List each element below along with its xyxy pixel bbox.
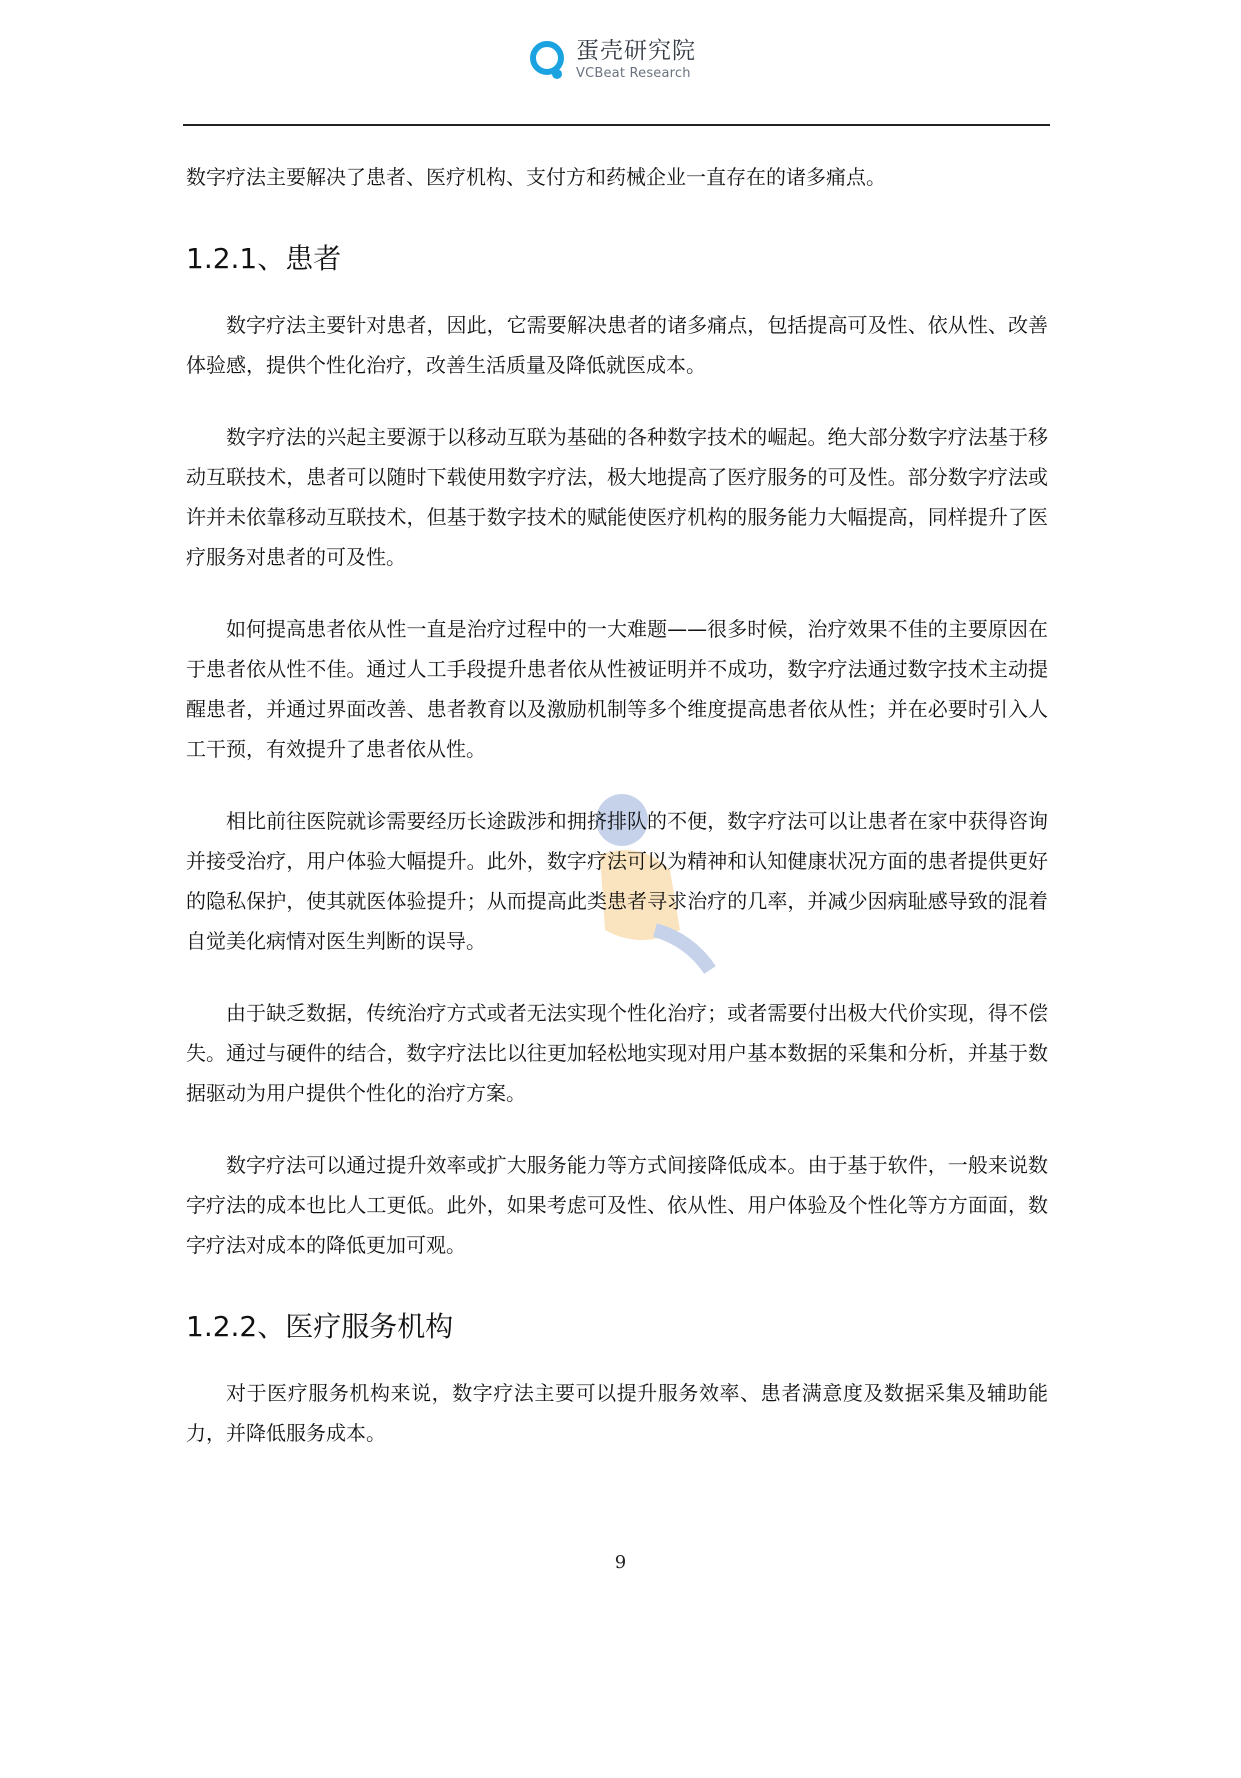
vcbeat-logo bbox=[528, 38, 696, 82]
section-heading-medical-institutions: 1.2.2、医疗服务机构 bbox=[186, 1310, 454, 1343]
patients-paragraph-5: 由于缺乏数据，传统治疗方式或者无法实现个性化治疗；或者需要付出极大代价实现，得不偿失。通过与硬件的结合，数字疗法比以往更加轻松地实现对用户基本数据的采集和分析，并基于数据驱动为用户提供个性化的治疗方案。 bbox=[186, 1001, 1048, 1105]
patients-paragraph-4: 相比前往医院就诊需要经历长途跋涉和拥挤排队的不便，数字疗法可以让患者在家中获得咨询并接受治疗，用户体验大幅提升。此外，数字疗法可以为精神和认知健康状况方面的患者提供更好的隐私保护，使其就医体验提升；从而提高此类患者寻求治疗的几率，并减少因病耻感导致的混着自觉美化病情对医生判断的误导。 bbox=[186, 809, 1048, 953]
intro-paragraph: 数字疗法主要解决了患者、医疗机构、支付方和药械企业一直存在的诸多痛点。 bbox=[186, 165, 886, 189]
patients-paragraph-2: 数字疗法的兴起主要源于以移动互联为基础的各种数字技术的崛起。绝大部分数字疗法基于移动互联技术，患者可以随时下载使用数字疗法，极大地提高了医疗服务的可及性。部分数字疗法或许并未依靠移动互联技术，但基于数字技术的赋能使医疗机构的服务能力大幅提高，同样提升了医疗服务对患者的可及性。 bbox=[186, 425, 1048, 569]
patients-paragraph-6: 数字疗法可以通过提升效率或扩大服务能力等方式间接降低成本。由于基于软件，一般来说数字疗法的成本也比人工更低。此外，如果考虑可及性、依从性、用户体验及个性化等方方面面，数字疗法对成本的降低更加可观。 bbox=[186, 1153, 1048, 1257]
page-number: 9 bbox=[614, 1552, 627, 1573]
patients-paragraph-3: 如何提高患者依从性一直是治疗过程中的一大难题——很多时候，治疗效果不佳的主要原因在于患者依从性不佳。通过人工手段提升患者依从性被证明并不成功，数字疗法通过数字技术主动提醒患者，并通过界面改善、患者教育以及激励机制等多个维度提高患者依从性；并在必要时引入人工干预，有效提升了患者依从性。 bbox=[186, 617, 1048, 761]
page-header bbox=[0, 0, 1241, 126]
logo-english-name: VCBeat Research bbox=[576, 66, 691, 81]
section-heading-patients: 1.2.1、患者 bbox=[186, 242, 342, 275]
institutions-paragraph-1: 对于医疗服务机构来说，数字疗法主要可以提升服务效率、患者满意度及数据采集及辅助能力，并降低服务成本。 bbox=[186, 1381, 1048, 1445]
main-content bbox=[186, 157, 1048, 1485]
logo-chinese-name: 蛋壳研究院 bbox=[576, 38, 696, 64]
egg-logo-icon bbox=[528, 38, 566, 82]
patients-paragraph-1: 数字疗法主要针对患者，因此，它需要解决患者的诸多痛点，包括提高可及性、依从性、改善体验感，提供个性化治疗，改善生活质量及降低就医成本。 bbox=[186, 313, 1048, 377]
header-divider bbox=[183, 124, 1050, 126]
